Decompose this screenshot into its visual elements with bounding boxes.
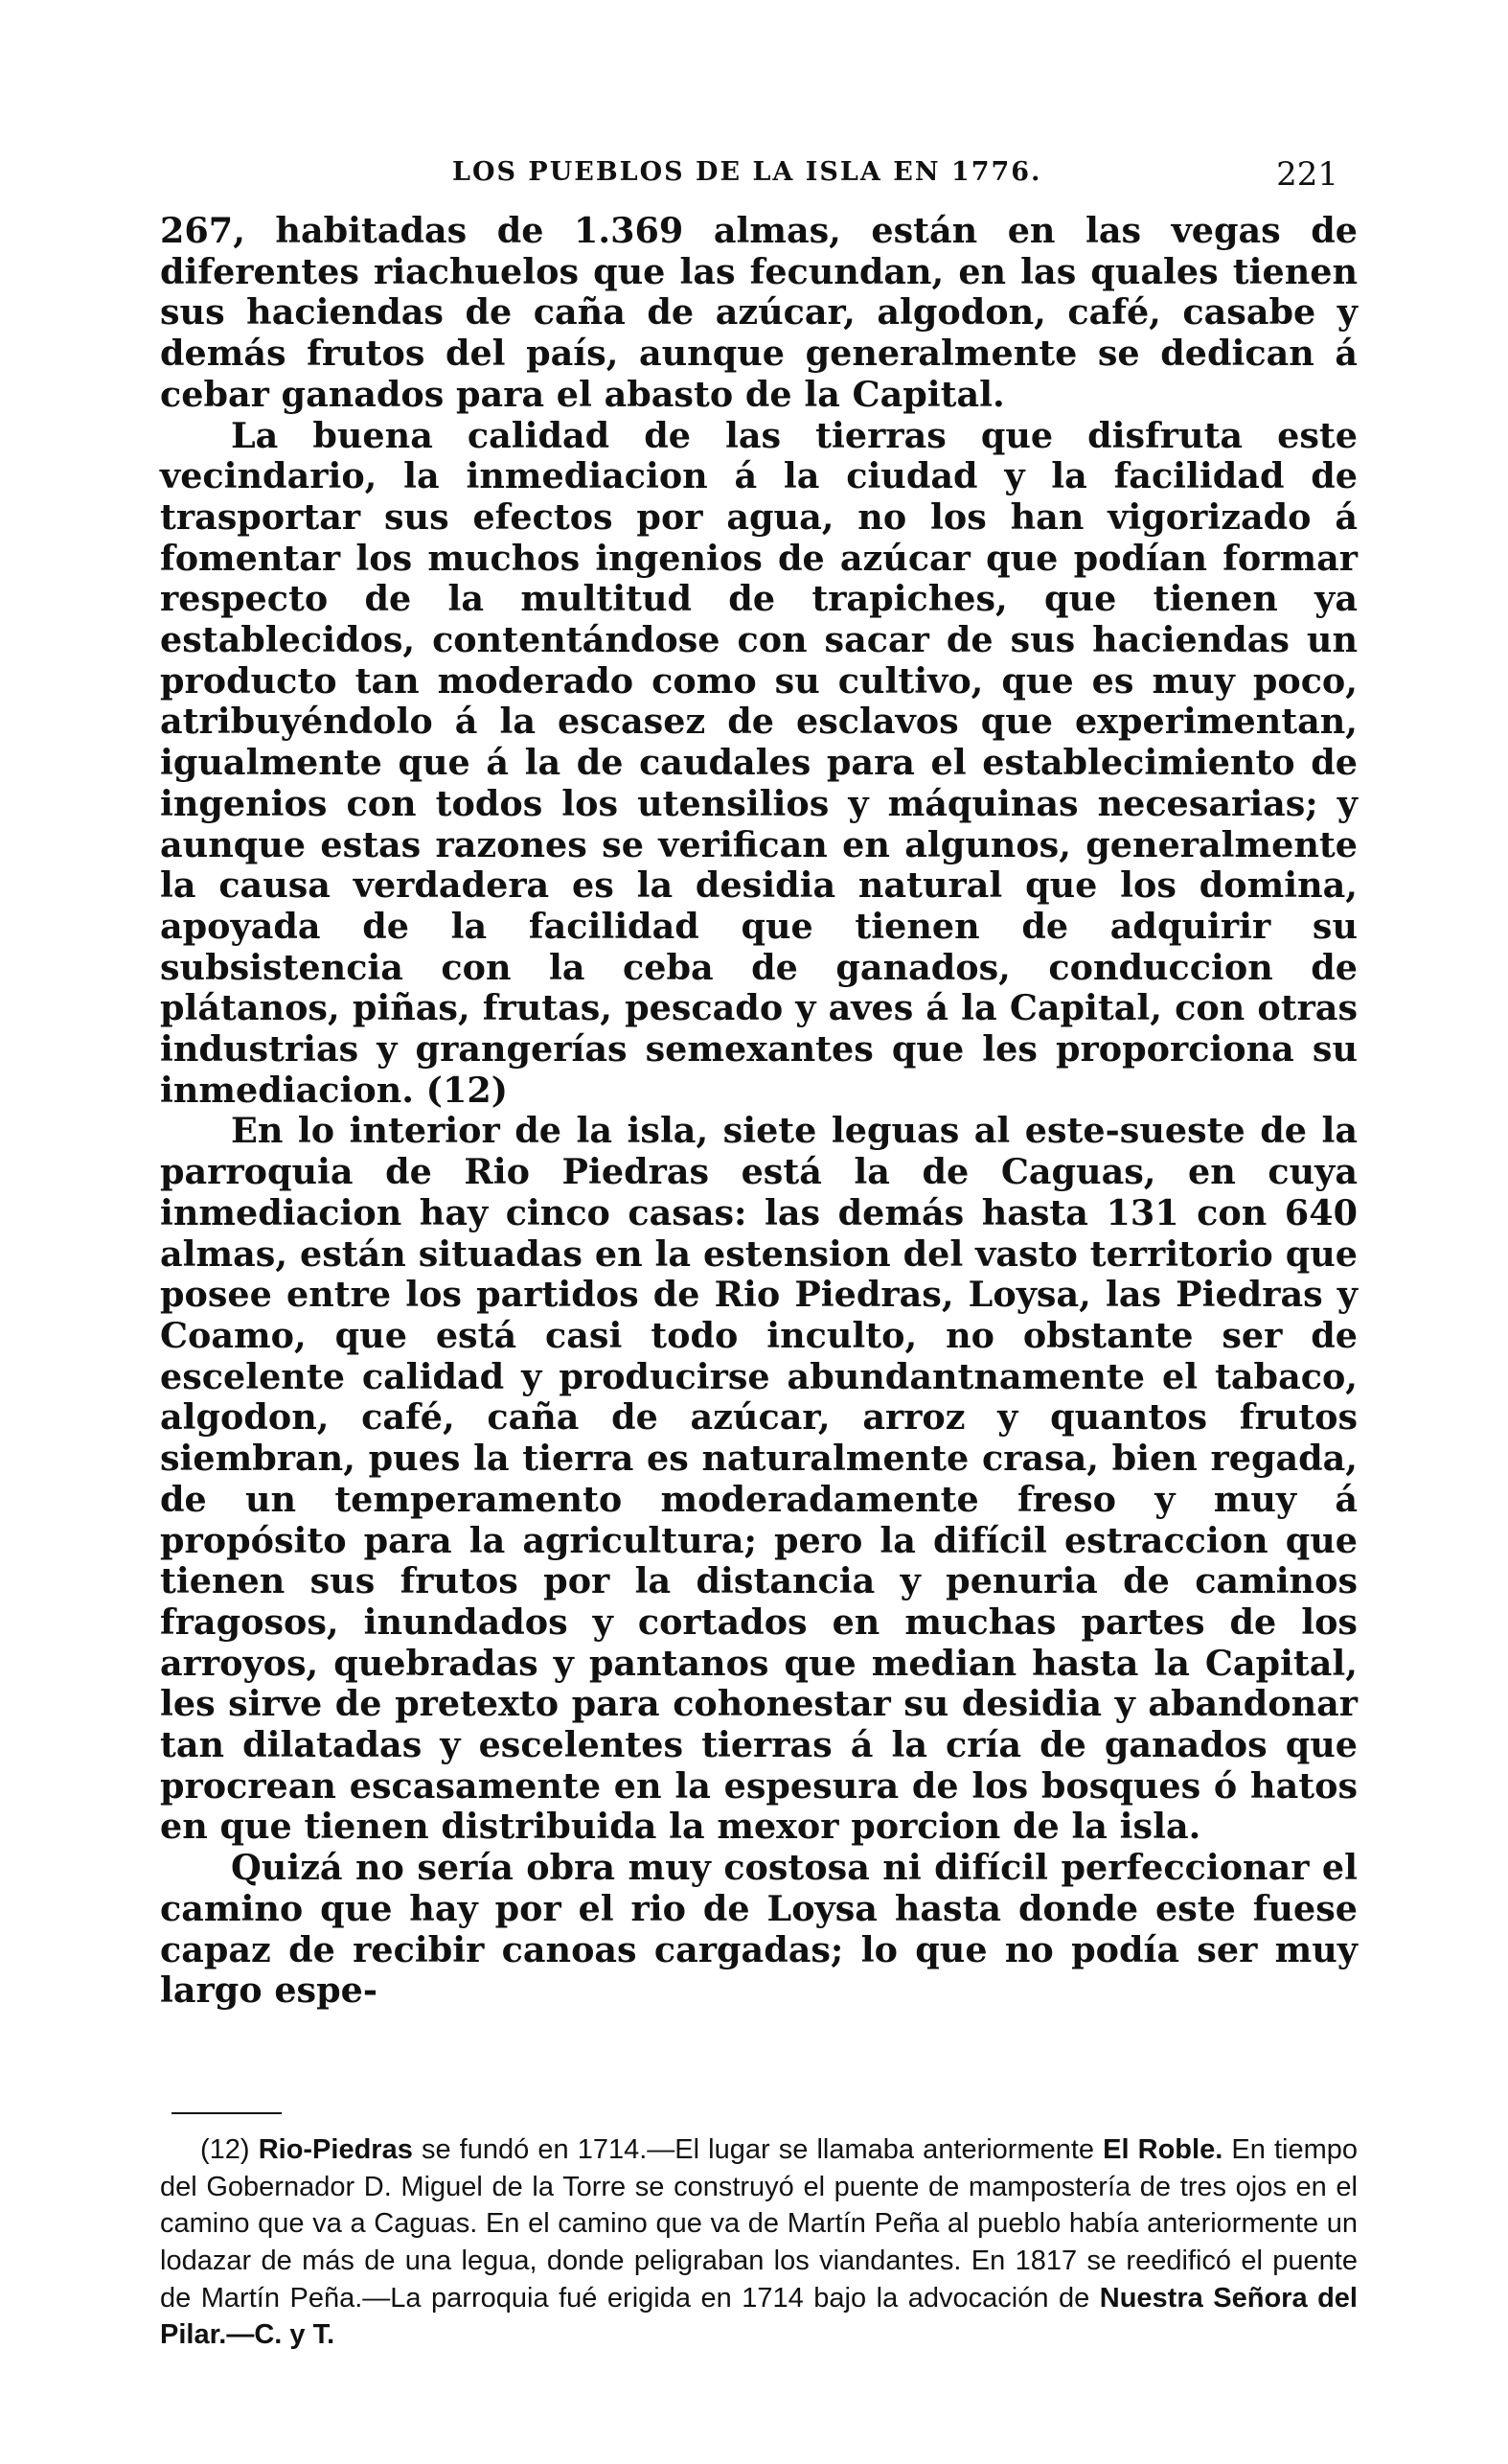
footnote-number: (12) [200,2133,250,2165]
body-text [160,211,1358,2012]
footnote-body [160,2131,1358,2354]
footnote-text-2: En tiempo del Gobernador D. Miguel de la Torre se construyó el puente de mampostería de tres ojos en el camino que va a Caguas. En el camino que va de Martín Peña al pueblo había anteriormente un lodazar de más de una legua, donde peligraban los viandantes. En 1817 se reedificó el puente de Martín Peña.—La parroquia fué erigida en 1714 bajo la advocación de [160,2133,1358,2314]
paragraph-3: En lo interior de la isla, siete leguas al este-sueste de la parroquia de Rio Piedras está la de Caguas, en cuya inmediacion hay cinco casas: las demás hasta 131 con 640 almas, están situadas en la estension del vasto territorio que posee entre los partidos de Rio Piedras, Loysa, las Piedras y Coamo, que está casi todo inculto, no obstante ser de escelente calidad y producirse abundantnamente el tabaco, algodon, café, caña de azúcar, arroz y quantos frutos siembran, pues la tierra es naturalmente crasa, bien regada, de un temperamento moderadamente freso y muy á propósito para la agricultura; pero la difícil estraccion que tienen sus frutos por la distancia y penuria de caminos fragosos, inundados y cortados en muchas partes de los arroyos, quebradas y pantanos que median hasta la Capital, les sirve de pretexto para cohonestar su desidia y abandonar tan dilatadas y escelentes tierras á la cría de ganados que procrean escasamente en la espesura de los bosques ó hatos en que tienen distribuida la mexor porcion de la isla. [160,1110,1358,1848]
footnote-12 [160,2131,1358,2354]
page-header [160,144,1358,211]
footnote-bold-place: Rio-Piedras [258,2133,413,2165]
footnote-rule [171,2112,282,2114]
running-title: LOS PUEBLOS DE LA ISLA EN 1776. [452,157,1042,187]
footnote-text-1: se fundó en 1714.—El lugar se llamaba anteriormente [412,2133,1104,2165]
book-page [160,144,1358,2354]
footnote-bold-old-name: El Roble. [1103,2133,1223,2165]
paragraph-4: Quizá no sería obra muy costosa ni difícil perfeccionar el camino que hay por el rio de Loysa hasta donde este fuese capaz de recibir canoas cargadas; lo que no podía ser muy largo espe- [160,1847,1358,2012]
page-number: 221 [1276,155,1338,194]
paragraph-2: La buena calidad de las tierras que disfruta este vecindario, la inmediacion á la ciudad y la facilidad de trasportar sus efectos por agua, no los han vigorizado á fomentar los muchos ingenios de azúcar que podían formar respecto de la multitud de trapiches, que tienen ya establecidos, contentándose con sacar de sus haciendas un producto tan moderado como su cultivo, que es muy poco, atribuyéndolo á la escasez de esclavos que experimentan, igualmente que á la de caudales para el establecimiento de ingenios con todos los utensilios y máquinas necesarias; y aunque estas razones se verifican en algunos, generalmente la causa verdadera es la desidia natural que los domina, apoyada de la facilidad que tienen de adquirir su subsistencia con la ceba de ganados, conduccion de plátanos, piñas, frutas, pescado y aves á la Capital, con otras industrias y grangerías semexantes que les proporciona su inmediacion. (12) [160,414,1358,1111]
paragraph-1: 267, habitadas de 1.369 almas, están en las vegas de diferentes riachuelos que las fecundan, en las quales tienen sus haciendas de caña de azúcar, algodon, café, casabe y demás frutos del país, aunque generalmente se dedican á cebar ganados para el abasto de la Capital. [160,210,1358,415]
footnote-bold-parish: Nuestra Señora del Pilar.—C. y T. [160,2282,1358,2351]
